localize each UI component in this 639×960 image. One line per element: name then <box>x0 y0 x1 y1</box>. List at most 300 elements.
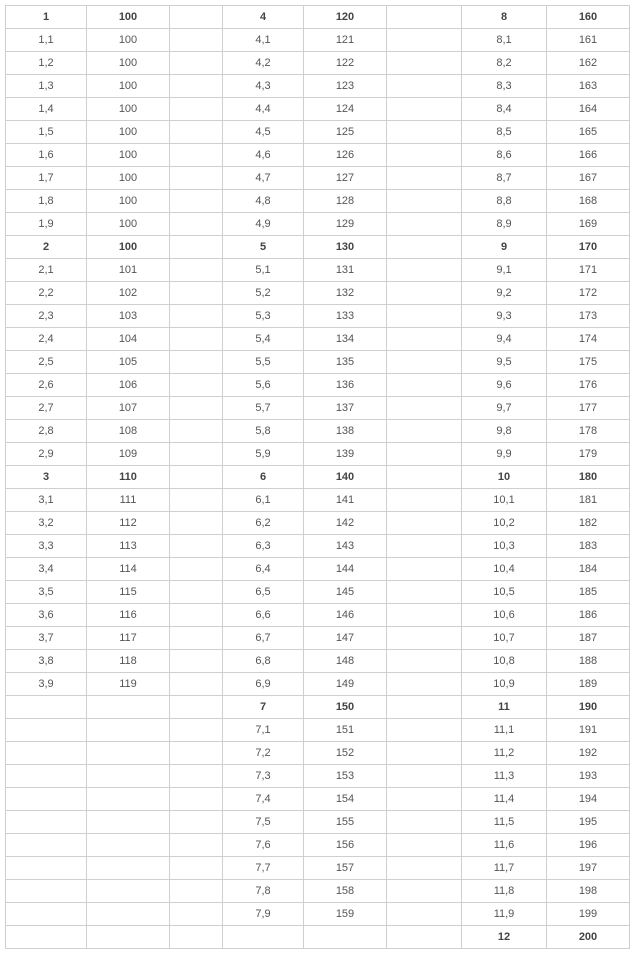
table-cell: 7,7 <box>223 857 304 880</box>
table-cell <box>387 144 462 167</box>
table-cell: 181 <box>547 489 630 512</box>
table-cell: 10,7 <box>462 627 547 650</box>
table-cell <box>170 811 223 834</box>
group-header-cell: 170 <box>547 236 630 259</box>
table-cell: 128 <box>304 190 387 213</box>
table-cell <box>170 328 223 351</box>
table-cell <box>6 742 87 765</box>
table-cell <box>170 397 223 420</box>
table-cell <box>387 742 462 765</box>
table-cell: 131 <box>304 259 387 282</box>
table-cell <box>170 903 223 926</box>
table-cell: 8,4 <box>462 98 547 121</box>
table-cell: 5,2 <box>223 282 304 305</box>
table-cell <box>170 466 223 489</box>
table-cell: 157 <box>304 857 387 880</box>
table-cell: 198 <box>547 880 630 903</box>
table-cell <box>87 719 170 742</box>
table-cell <box>387 443 462 466</box>
table-cell: 11,6 <box>462 834 547 857</box>
table-cell <box>387 236 462 259</box>
table-row <box>6 52 630 75</box>
table-cell: 193 <box>547 765 630 788</box>
table-cell: 8,5 <box>462 121 547 144</box>
table-row <box>6 742 630 765</box>
table-cell: 126 <box>304 144 387 167</box>
table-cell <box>170 489 223 512</box>
table-row <box>6 834 630 857</box>
table-cell <box>87 765 170 788</box>
table-cell: 100 <box>87 121 170 144</box>
table-cell: 144 <box>304 558 387 581</box>
table-cell: 10,9 <box>462 673 547 696</box>
table-cell: 4,5 <box>223 121 304 144</box>
table-row <box>6 351 630 374</box>
table-cell: 6,7 <box>223 627 304 650</box>
table-cell: 145 <box>304 581 387 604</box>
table-cell <box>87 811 170 834</box>
table-cell: 11,9 <box>462 903 547 926</box>
table-cell <box>387 351 462 374</box>
table-cell: 152 <box>304 742 387 765</box>
table-cell: 1,2 <box>6 52 87 75</box>
table-cell: 2,2 <box>6 282 87 305</box>
table-cell: 3,8 <box>6 650 87 673</box>
table-cell <box>170 581 223 604</box>
table-row <box>6 650 630 673</box>
table-cell: 6,8 <box>223 650 304 673</box>
table-row <box>6 167 630 190</box>
table-cell: 2,8 <box>6 420 87 443</box>
table-cell: 7,2 <box>223 742 304 765</box>
table-cell: 142 <box>304 512 387 535</box>
table-cell: 141 <box>304 489 387 512</box>
table-cell: 11,5 <box>462 811 547 834</box>
table-cell <box>6 834 87 857</box>
table-row <box>6 6 630 29</box>
table-cell: 2,7 <box>6 397 87 420</box>
table-row <box>6 880 630 903</box>
table-row <box>6 213 630 236</box>
table-cell: 136 <box>304 374 387 397</box>
group-header-cell: 110 <box>87 466 170 489</box>
table-cell: 6,6 <box>223 604 304 627</box>
table-cell: 111 <box>87 489 170 512</box>
table-cell: 3,3 <box>6 535 87 558</box>
table-cell: 112 <box>87 512 170 535</box>
table-cell: 172 <box>547 282 630 305</box>
table-cell <box>170 351 223 374</box>
table-cell: 10,3 <box>462 535 547 558</box>
table-cell: 164 <box>547 98 630 121</box>
table-row <box>6 443 630 466</box>
table-cell: 11,2 <box>462 742 547 765</box>
table-cell: 187 <box>547 627 630 650</box>
table-cell: 104 <box>87 328 170 351</box>
table-cell: 9,6 <box>462 374 547 397</box>
table-cell <box>6 857 87 880</box>
table-cell <box>387 604 462 627</box>
table-cell <box>170 765 223 788</box>
table-cell: 4,1 <box>223 29 304 52</box>
table-cell <box>304 926 387 949</box>
table-cell: 7,4 <box>223 788 304 811</box>
table-row <box>6 535 630 558</box>
table-cell <box>387 627 462 650</box>
table-cell <box>223 926 304 949</box>
table-cell: 2,5 <box>6 351 87 374</box>
table-cell: 1,6 <box>6 144 87 167</box>
table-cell: 4,9 <box>223 213 304 236</box>
table-cell: 5,9 <box>223 443 304 466</box>
table-cell <box>6 926 87 949</box>
table-cell <box>170 535 223 558</box>
table-cell <box>87 742 170 765</box>
table-cell <box>170 420 223 443</box>
table-cell <box>6 880 87 903</box>
table-cell: 8,8 <box>462 190 547 213</box>
table-cell <box>387 880 462 903</box>
table-cell <box>387 374 462 397</box>
table-row <box>6 926 630 949</box>
table-cell <box>387 811 462 834</box>
group-header-cell: 100 <box>87 236 170 259</box>
table-row <box>6 98 630 121</box>
table-row <box>6 673 630 696</box>
table-cell <box>170 98 223 121</box>
table-cell: 127 <box>304 167 387 190</box>
table-cell <box>387 213 462 236</box>
table-cell: 135 <box>304 351 387 374</box>
table-cell: 1,4 <box>6 98 87 121</box>
table-cell: 100 <box>87 190 170 213</box>
group-header-cell: 150 <box>304 696 387 719</box>
group-header-cell: 8 <box>462 6 547 29</box>
table-cell: 138 <box>304 420 387 443</box>
table-cell <box>87 857 170 880</box>
table-cell: 5,3 <box>223 305 304 328</box>
table-cell: 122 <box>304 52 387 75</box>
table-cell <box>387 788 462 811</box>
table-cell: 159 <box>304 903 387 926</box>
table-row <box>6 581 630 604</box>
table-cell: 6,1 <box>223 489 304 512</box>
table-cell: 9,3 <box>462 305 547 328</box>
group-header-cell: 130 <box>304 236 387 259</box>
table-cell <box>387 259 462 282</box>
table-row <box>6 627 630 650</box>
table-cell <box>387 29 462 52</box>
table-cell: 115 <box>87 581 170 604</box>
group-header-cell: 200 <box>547 926 630 949</box>
table-row <box>6 857 630 880</box>
table-cell <box>387 719 462 742</box>
table-cell: 11,3 <box>462 765 547 788</box>
table-cell <box>170 512 223 535</box>
table-cell <box>170 857 223 880</box>
table-cell: 9,5 <box>462 351 547 374</box>
group-header-cell: 140 <box>304 466 387 489</box>
table-cell: 192 <box>547 742 630 765</box>
table-row <box>6 696 630 719</box>
table-cell: 4,7 <box>223 167 304 190</box>
table-row <box>6 236 630 259</box>
table-cell <box>170 650 223 673</box>
table-cell: 148 <box>304 650 387 673</box>
table-cell <box>170 259 223 282</box>
table-cell: 197 <box>547 857 630 880</box>
table-row <box>6 719 630 742</box>
table-cell: 106 <box>87 374 170 397</box>
table-cell: 2,3 <box>6 305 87 328</box>
table-cell: 1,8 <box>6 190 87 213</box>
table-cell: 100 <box>87 167 170 190</box>
table-cell: 5,7 <box>223 397 304 420</box>
table-cell: 11,4 <box>462 788 547 811</box>
table-cell: 196 <box>547 834 630 857</box>
table-cell <box>170 788 223 811</box>
table-cell: 163 <box>547 75 630 98</box>
table-cell: 5,5 <box>223 351 304 374</box>
table-cell: 4,3 <box>223 75 304 98</box>
table-cell: 9,9 <box>462 443 547 466</box>
table-cell: 7,8 <box>223 880 304 903</box>
table-cell: 4,2 <box>223 52 304 75</box>
table-cell: 178 <box>547 420 630 443</box>
table-cell: 4,4 <box>223 98 304 121</box>
table-cell: 175 <box>547 351 630 374</box>
table-cell: 195 <box>547 811 630 834</box>
table-cell <box>170 880 223 903</box>
table-cell <box>387 52 462 75</box>
table-cell: 1,1 <box>6 29 87 52</box>
group-header-cell: 4 <box>223 6 304 29</box>
table-cell: 9,1 <box>462 259 547 282</box>
table-cell: 186 <box>547 604 630 627</box>
table-cell <box>387 466 462 489</box>
table-cell: 191 <box>547 719 630 742</box>
group-header-cell: 7 <box>223 696 304 719</box>
table-row <box>6 788 630 811</box>
table-row <box>6 397 630 420</box>
table-cell <box>170 604 223 627</box>
table-cell: 5,6 <box>223 374 304 397</box>
table-cell: 8,9 <box>462 213 547 236</box>
table-cell: 7,6 <box>223 834 304 857</box>
table-cell <box>170 29 223 52</box>
table-cell <box>170 190 223 213</box>
table-cell: 123 <box>304 75 387 98</box>
table-cell: 162 <box>547 52 630 75</box>
table-row <box>6 811 630 834</box>
table-cell <box>6 696 87 719</box>
group-header-cell: 120 <box>304 6 387 29</box>
table-cell <box>170 52 223 75</box>
table-cell: 1,5 <box>6 121 87 144</box>
table-cell <box>170 236 223 259</box>
table-cell: 173 <box>547 305 630 328</box>
table-cell: 3,9 <box>6 673 87 696</box>
table-cell: 8,2 <box>462 52 547 75</box>
table-cell <box>387 857 462 880</box>
table-cell: 116 <box>87 604 170 627</box>
table-cell: 2,4 <box>6 328 87 351</box>
table-cell: 169 <box>547 213 630 236</box>
table-cell: 117 <box>87 627 170 650</box>
table-cell: 184 <box>547 558 630 581</box>
table-cell <box>87 926 170 949</box>
table-cell: 179 <box>547 443 630 466</box>
table-cell: 183 <box>547 535 630 558</box>
table-row <box>6 903 630 926</box>
table-body <box>6 6 630 949</box>
table-cell: 10,4 <box>462 558 547 581</box>
table-cell: 9,7 <box>462 397 547 420</box>
table-cell: 9,4 <box>462 328 547 351</box>
table-cell: 194 <box>547 788 630 811</box>
table-cell <box>170 6 223 29</box>
table-cell <box>170 121 223 144</box>
table-cell: 8,1 <box>462 29 547 52</box>
table-cell <box>170 443 223 466</box>
table-cell: 124 <box>304 98 387 121</box>
table-cell: 3,2 <box>6 512 87 535</box>
table-row <box>6 512 630 535</box>
table-row <box>6 466 630 489</box>
table-cell: 3,6 <box>6 604 87 627</box>
table-cell: 137 <box>304 397 387 420</box>
table-cell: 146 <box>304 604 387 627</box>
table-row <box>6 765 630 788</box>
table-cell: 199 <box>547 903 630 926</box>
table-cell: 151 <box>304 719 387 742</box>
table-row <box>6 144 630 167</box>
table-cell: 171 <box>547 259 630 282</box>
table-cell: 100 <box>87 213 170 236</box>
table-cell: 8,6 <box>462 144 547 167</box>
table-cell <box>6 765 87 788</box>
table-cell <box>6 719 87 742</box>
table-cell: 100 <box>87 29 170 52</box>
table-cell <box>87 696 170 719</box>
table-cell <box>170 75 223 98</box>
table-cell: 121 <box>304 29 387 52</box>
group-header-cell: 190 <box>547 696 630 719</box>
table-row <box>6 259 630 282</box>
table-cell: 3,4 <box>6 558 87 581</box>
table-row <box>6 604 630 627</box>
table-cell <box>170 719 223 742</box>
group-header-cell: 9 <box>462 236 547 259</box>
value-table <box>5 5 630 949</box>
table-cell <box>387 696 462 719</box>
table-cell <box>387 489 462 512</box>
table-cell: 7,5 <box>223 811 304 834</box>
table-cell: 7,9 <box>223 903 304 926</box>
table-cell: 100 <box>87 75 170 98</box>
table-cell: 10,6 <box>462 604 547 627</box>
table-cell <box>87 880 170 903</box>
table-cell: 7,3 <box>223 765 304 788</box>
table-cell: 119 <box>87 673 170 696</box>
table-row <box>6 489 630 512</box>
table-cell: 5,8 <box>223 420 304 443</box>
table-cell: 133 <box>304 305 387 328</box>
table-cell <box>387 75 462 98</box>
group-header-cell: 6 <box>223 466 304 489</box>
table-cell: 5,1 <box>223 259 304 282</box>
table-cell: 3,1 <box>6 489 87 512</box>
table-cell: 7,1 <box>223 719 304 742</box>
table-cell <box>170 282 223 305</box>
table-cell: 174 <box>547 328 630 351</box>
table-cell: 105 <box>87 351 170 374</box>
table-cell <box>387 765 462 788</box>
table-row <box>6 558 630 581</box>
table-cell <box>387 512 462 535</box>
table-cell: 8,7 <box>462 167 547 190</box>
table-cell <box>170 374 223 397</box>
table-cell: 177 <box>547 397 630 420</box>
table-cell <box>387 190 462 213</box>
table-cell: 11,8 <box>462 880 547 903</box>
table-cell <box>387 834 462 857</box>
table-cell: 6,3 <box>223 535 304 558</box>
table-cell <box>170 558 223 581</box>
table-cell: 134 <box>304 328 387 351</box>
table-cell <box>170 305 223 328</box>
table-cell: 147 <box>304 627 387 650</box>
table-cell: 154 <box>304 788 387 811</box>
table-cell: 6,9 <box>223 673 304 696</box>
table-cell <box>387 581 462 604</box>
table-cell <box>387 121 462 144</box>
table-cell: 161 <box>547 29 630 52</box>
table-cell <box>87 788 170 811</box>
table-cell: 1,9 <box>6 213 87 236</box>
table-cell: 167 <box>547 167 630 190</box>
table-cell <box>170 926 223 949</box>
group-header-cell: 3 <box>6 466 87 489</box>
table-cell: 153 <box>304 765 387 788</box>
group-header-cell: 12 <box>462 926 547 949</box>
table-row <box>6 190 630 213</box>
table-cell: 10,8 <box>462 650 547 673</box>
table-cell <box>170 627 223 650</box>
table-cell <box>170 834 223 857</box>
table-cell <box>387 282 462 305</box>
table-cell: 156 <box>304 834 387 857</box>
table-cell: 103 <box>87 305 170 328</box>
table-cell: 4,6 <box>223 144 304 167</box>
table-cell: 1,7 <box>6 167 87 190</box>
table-cell: 2,9 <box>6 443 87 466</box>
table-cell <box>87 834 170 857</box>
table-cell: 176 <box>547 374 630 397</box>
table-row <box>6 374 630 397</box>
table-cell: 143 <box>304 535 387 558</box>
table-cell: 139 <box>304 443 387 466</box>
group-header-cell: 100 <box>87 6 170 29</box>
group-header-cell: 180 <box>547 466 630 489</box>
table-cell: 100 <box>87 52 170 75</box>
table-cell: 10,2 <box>462 512 547 535</box>
group-header-cell: 160 <box>547 6 630 29</box>
table-cell: 114 <box>87 558 170 581</box>
table-cell: 2,1 <box>6 259 87 282</box>
table-cell <box>387 420 462 443</box>
table-row <box>6 328 630 351</box>
